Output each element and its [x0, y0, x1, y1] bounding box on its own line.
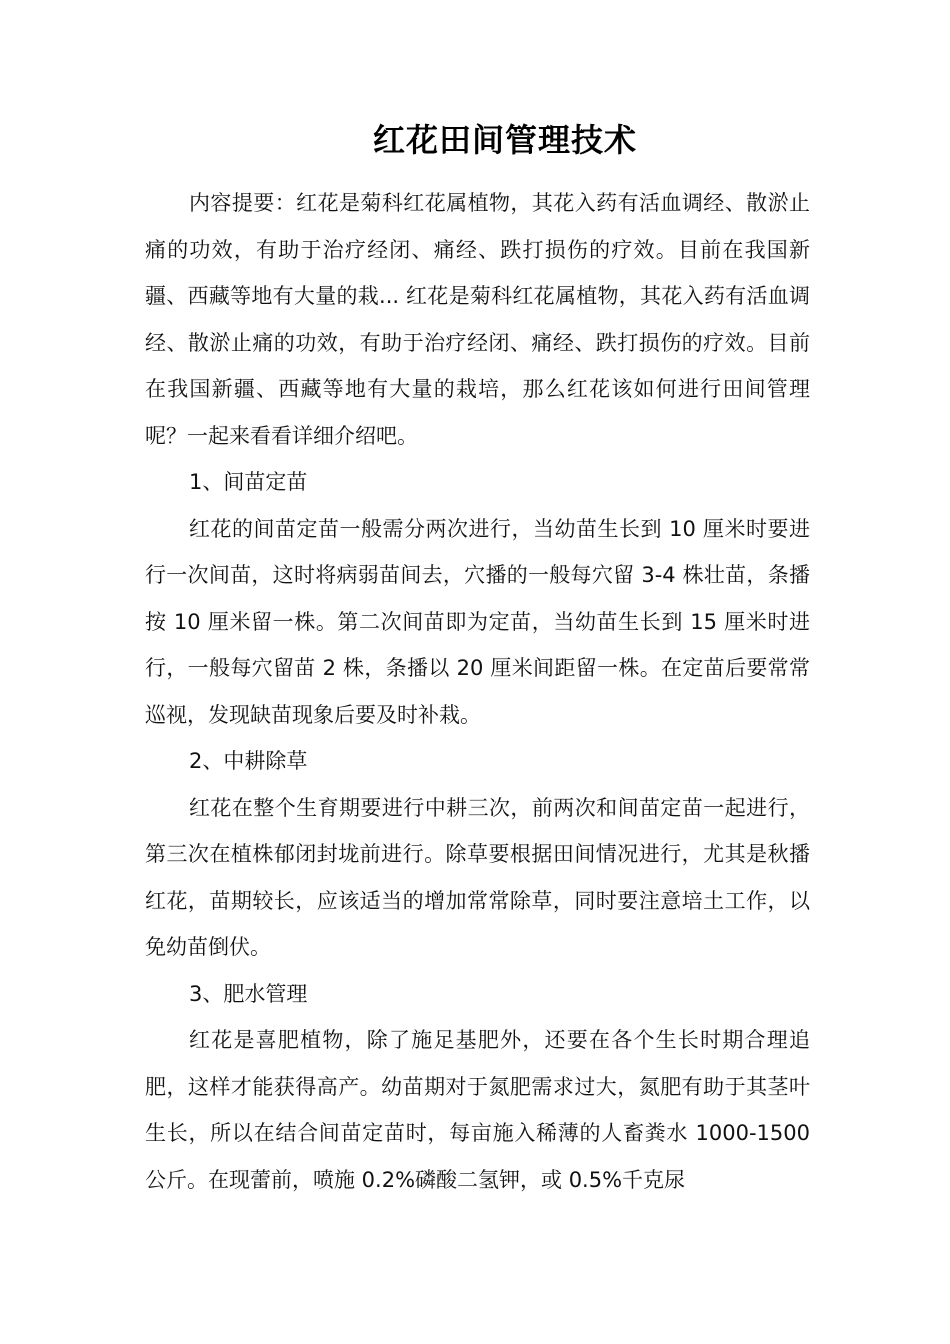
fertilizer-paragraph: 红花是喜肥植物，除了施足基肥外，还要在各个生长时期合理追肥，这样才能获得高产。幼苗期对于氮肥需求过大，氮肥有助于其茎叶生长，所以在结合间苗定苗时，每亩施入稀薄的人畜粪水 1000-1500 公斤。在现蕾前，喷施 0.2%磷酸二氢钾，或 0.5%千克尿 [145, 1028, 810, 1192]
intro-paragraph: 内容提要：红花是菊科红花属植物，其花入药有活血调经、散淤止痛的功效，有助于治疗经闭、痛经、跌打损伤的疗效。目前在我国新疆、西藏等地有大量的栽... 红花是菊科红花属植物，其花入药有活血调经、散淤止痛的功效，有助于治疗经闭、痛经、跌打损伤的疗效。目前在我国新疆、西藏等地有大量的栽培，那么红花该如何进行田间管理呢？一起来看看详细介绍吧。 [145, 191, 810, 448]
document-body [145, 180, 810, 1203]
document-title: 红花田间管理技术 [372, 121, 637, 159]
section-heading-fertilizer: 3、肥水管理 [189, 981, 308, 1006]
thinning-paragraph: 红花的间苗定苗一般需分两次进行，当幼苗生长到 10 厘米时要进行一次间苗，这时将病弱苗间去，穴播的一般每穴留 3-4 株壮苗，条播按 10 厘米留一株。第二次间苗即为定苗，当幼苗生长到 15 厘米时进行，一般每穴留苗 2 株，条播以 20 厘米间距留一株。在定苗后要常常巡视，发现缺苗现象后要及时补栽。 [145, 516, 810, 727]
section-heading-thinning: 1、间苗定苗 [189, 470, 308, 494]
section-heading-weeding: 2、中耕除草 [189, 749, 308, 773]
weeding-paragraph: 红花在整个生育期要进行中耕三次，前两次和间苗定苗一起进行，第三次在植株郁闭封垅前进行。除草要根据田间情况进行，尤其是秋播红花，苗期较长，应该适当的增加常常除草，同时要注意培土工作，以免幼苗倒伏。 [145, 795, 810, 959]
